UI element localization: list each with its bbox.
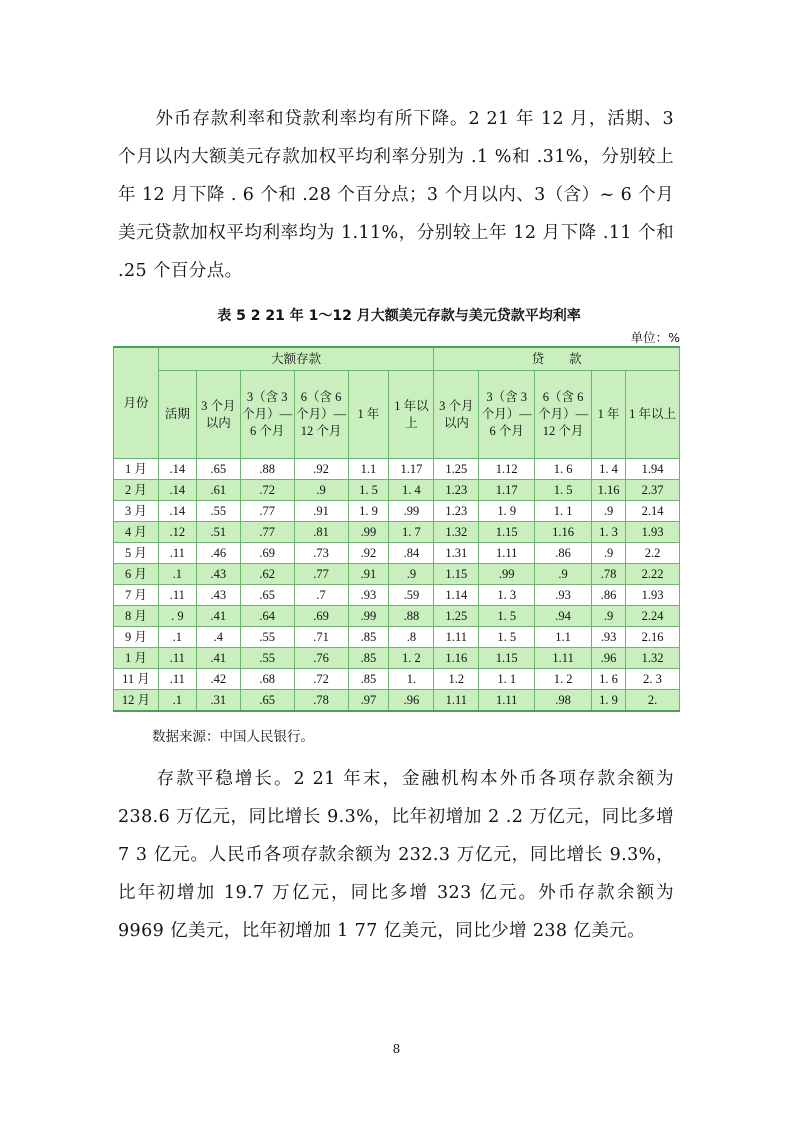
rate-cell: . 9	[158, 606, 196, 627]
rate-cell: .84	[389, 543, 434, 564]
rate-cell: .96	[389, 690, 434, 712]
rate-cell: 1. 6	[592, 669, 626, 690]
rate-cell: 1. 9	[592, 690, 626, 712]
rate-cell: .73	[294, 543, 348, 564]
rate-cell: 1.93	[626, 585, 680, 606]
rate-cell: .88	[389, 606, 434, 627]
rate-cell: 1. 4	[389, 480, 434, 501]
month-cell: 2 月	[114, 480, 159, 501]
rate-cell: 1. 3	[592, 522, 626, 543]
rate-cell: .11	[158, 585, 196, 606]
rate-cell: .41	[196, 606, 240, 627]
rate-cell: .51	[196, 522, 240, 543]
rate-cell: .78	[294, 690, 348, 712]
paragraph-fx-rates-text: 外币存款利率和贷款利率均有所下降。2 21 年 12 月，活期、3 个月以内大额美元存款加权平均利率分别为 .1 %和 .31%，分别较上年 12 月下降 . 6 个和 .28 个百分点；3 个月以内、3（含）~ 6 个月美元贷款加权平均利率均为 1.11%，分别较上年 12 月下降 .11 个和 .25 个百分点。	[118, 109, 674, 281]
rate-cell: 1.32	[626, 648, 680, 669]
rate-cell: 2.22	[626, 564, 680, 585]
rate-cell: .14	[158, 459, 196, 480]
page-number: 8	[392, 1042, 401, 1056]
rate-cell: .86	[592, 585, 626, 606]
rate-cell: .11	[158, 669, 196, 690]
rate-cell: .71	[294, 627, 348, 648]
rate-cell: .62	[240, 564, 294, 585]
paragraph-deposits	[118, 760, 674, 950]
month-header: 月份	[114, 347, 159, 459]
loan-column-header: 1 年以上	[626, 371, 680, 459]
rate-cell: 1. 3	[479, 585, 535, 606]
data-source: 数据来源：中国人民银行。	[152, 729, 314, 745]
rate-cell: .99	[348, 522, 389, 543]
rate-cell: .99	[389, 501, 434, 522]
rate-cell: .65	[240, 690, 294, 712]
rate-cell: .1	[158, 564, 196, 585]
table-row	[114, 690, 680, 712]
rate-cell: .92	[294, 459, 348, 480]
rate-cell: 2.16	[626, 627, 680, 648]
month-cell: 1 月	[114, 648, 159, 669]
rate-cell: .9	[592, 501, 626, 522]
table-row	[114, 648, 680, 669]
rate-cell: .9	[592, 606, 626, 627]
rate-cell: .55	[240, 627, 294, 648]
table-row	[114, 669, 680, 690]
rate-cell: .69	[240, 543, 294, 564]
rate-cell: .77	[240, 501, 294, 522]
month-cell: 12 月	[114, 690, 159, 712]
rate-cell: 1.11	[434, 690, 479, 712]
rate-cell: 2.2	[626, 543, 680, 564]
month-cell: 1 月	[114, 459, 159, 480]
loan-column-header: 1 年	[592, 371, 626, 459]
rate-cell: .59	[389, 585, 434, 606]
deposit-column-header: 1 年以上	[389, 371, 434, 459]
rate-cell: .42	[196, 669, 240, 690]
loan-group-header: 贷 款	[434, 347, 680, 371]
loan-column-header: 6（含 6 个月）—12 个月	[535, 371, 592, 459]
rate-cell: .85	[348, 648, 389, 669]
table-row	[114, 480, 680, 501]
deposit-group-header: 大额存款	[158, 347, 433, 371]
rate-cell: 1. 9	[348, 501, 389, 522]
rate-cell: 1.15	[434, 564, 479, 585]
rate-cell: 1. 9	[479, 501, 535, 522]
rate-cell: 1.17	[389, 459, 434, 480]
rate-cell: .11	[158, 543, 196, 564]
rate-cell: .55	[240, 648, 294, 669]
rate-cell: .46	[196, 543, 240, 564]
rate-cell: 1.16	[434, 648, 479, 669]
month-cell: 5 月	[114, 543, 159, 564]
rate-cell: .4	[196, 627, 240, 648]
rate-cell: .92	[348, 543, 389, 564]
month-cell: 4 月	[114, 522, 159, 543]
rate-cell: .55	[196, 501, 240, 522]
month-cell: 11 月	[114, 669, 159, 690]
rate-cell: .14	[158, 480, 196, 501]
rate-cell: 1.11	[479, 543, 535, 564]
rate-cell: 1.16	[535, 522, 592, 543]
rate-cell: .91	[348, 564, 389, 585]
loan-column-header: 3（含 3 个月）—6 个月	[479, 371, 535, 459]
deposit-column-header: 1 年	[348, 371, 389, 459]
table-row	[114, 606, 680, 627]
rate-cell: .85	[348, 627, 389, 648]
table-row	[114, 564, 680, 585]
rate-cell: 1. 5	[479, 627, 535, 648]
rate-cell: .93	[592, 627, 626, 648]
rate-cell: .65	[196, 459, 240, 480]
rate-cell: .1	[158, 627, 196, 648]
rate-cell: .81	[294, 522, 348, 543]
rate-cell: 1.23	[434, 501, 479, 522]
rate-cell: 1.2	[434, 669, 479, 690]
rate-cell: .72	[240, 480, 294, 501]
month-cell: 8 月	[114, 606, 159, 627]
rate-cell: 1.11	[434, 627, 479, 648]
rate-cell: .94	[535, 606, 592, 627]
table-row	[114, 585, 680, 606]
loan-column-header: 3 个月以内	[434, 371, 479, 459]
rate-cell: 1. 2	[389, 648, 434, 669]
rate-cell: .98	[535, 690, 592, 712]
rate-cell: .43	[196, 564, 240, 585]
rate-cell: .65	[240, 585, 294, 606]
rate-cell: .93	[348, 585, 389, 606]
rate-cell: 1. 7	[389, 522, 434, 543]
rate-cell: 2.24	[626, 606, 680, 627]
rate-cell: .11	[158, 648, 196, 669]
table-row	[114, 501, 680, 522]
rate-cell: .9	[389, 564, 434, 585]
rate-cell: .85	[348, 669, 389, 690]
rate-cell: .64	[240, 606, 294, 627]
deposit-column-header: 3 个月以内	[196, 371, 240, 459]
rate-cell: 1.1	[348, 459, 389, 480]
rates-table	[113, 346, 680, 712]
rate-cell: .14	[158, 501, 196, 522]
rate-cell: 1. 5	[348, 480, 389, 501]
rate-cell: 1.15	[479, 648, 535, 669]
rate-cell: .69	[294, 606, 348, 627]
rate-cell: 1.25	[434, 459, 479, 480]
rate-cell: .68	[240, 669, 294, 690]
rate-cell: 2.37	[626, 480, 680, 501]
rate-cell: .96	[592, 648, 626, 669]
paragraph-fx-rates	[118, 100, 674, 290]
rate-cell: .9	[294, 480, 348, 501]
rate-cell: .61	[196, 480, 240, 501]
rate-cell: .9	[592, 543, 626, 564]
rate-cell: .76	[294, 648, 348, 669]
rate-cell: .88	[240, 459, 294, 480]
rate-cell: 1. 6	[535, 459, 592, 480]
table-title: 表 5 2 21 年 1～12 月大额美元存款与美元贷款平均利率	[217, 308, 581, 324]
rate-cell: .99	[479, 564, 535, 585]
rate-cell: .12	[158, 522, 196, 543]
rate-cell: 1.16	[592, 480, 626, 501]
rate-cell: 1.1	[535, 627, 592, 648]
rate-cell: 1.15	[479, 522, 535, 543]
month-cell: 6 月	[114, 564, 159, 585]
rate-cell: 1.94	[626, 459, 680, 480]
rate-cell: .43	[196, 585, 240, 606]
table-row	[114, 627, 680, 648]
rate-cell: 1.31	[434, 543, 479, 564]
rate-cell: .31	[196, 690, 240, 712]
rate-cell: 1. 1	[535, 501, 592, 522]
rate-cell: .86	[535, 543, 592, 564]
rate-cell: 2. 3	[626, 669, 680, 690]
rate-cell: .9	[535, 564, 592, 585]
rate-cell: 1. 5	[535, 480, 592, 501]
table-row	[114, 543, 680, 564]
rate-cell: .72	[294, 669, 348, 690]
table-row	[114, 459, 680, 480]
month-cell: 7 月	[114, 585, 159, 606]
month-cell: 3 月	[114, 501, 159, 522]
rate-cell: 1.32	[434, 522, 479, 543]
table-row	[114, 522, 680, 543]
rate-cell: .41	[196, 648, 240, 669]
rate-cell: .77	[294, 564, 348, 585]
rate-cell: 1.93	[626, 522, 680, 543]
rate-cell: 1. 1	[479, 669, 535, 690]
month-cell: 9 月	[114, 627, 159, 648]
rate-cell: 1.25	[434, 606, 479, 627]
rate-cell: 1.14	[434, 585, 479, 606]
rate-cell: 1. 4	[592, 459, 626, 480]
rate-cell: 1.	[389, 669, 434, 690]
rate-cell: .97	[348, 690, 389, 712]
rate-cell: 1.11	[479, 690, 535, 712]
paragraph-deposits-text: 存款平稳增长。2 21 年末，金融机构本外币各项存款余额为 238.6 万亿元，同比增长 9.3%，比年初增加 2 .2 万亿元，同比多增 7 3 亿元。人民币各项存款余额为 232.3 万亿元，同比增长 9.3%，比年初增加 19.7 万亿元，同比多增 323 亿元。外币存款余额为 9969 亿美元，比年初增加 1 77 亿美元，同比少增 238 亿美元。	[118, 769, 674, 941]
deposit-column-header: 活期	[158, 371, 196, 459]
rate-cell: 2.	[626, 690, 680, 712]
rate-cell: .1	[158, 690, 196, 712]
rate-cell: 1.11	[535, 648, 592, 669]
rate-cell: .99	[348, 606, 389, 627]
rate-cell: 1.23	[434, 480, 479, 501]
rate-cell: .78	[592, 564, 626, 585]
rate-cell: 1.12	[479, 459, 535, 480]
deposit-column-header: 6（含 6 个月）—12 个月	[294, 371, 348, 459]
rate-cell: 1. 5	[479, 606, 535, 627]
rate-cell: 1.17	[479, 480, 535, 501]
rate-cell: .77	[240, 522, 294, 543]
rate-cell: 2.14	[626, 501, 680, 522]
table-unit: 单位：%	[630, 330, 680, 345]
rate-cell: .7	[294, 585, 348, 606]
rate-cell: .93	[535, 585, 592, 606]
deposit-column-header: 3（含 3 个月）—6 个月	[240, 371, 294, 459]
rate-cell: .8	[389, 627, 434, 648]
rate-cell: 1. 2	[535, 669, 592, 690]
rate-cell: .91	[294, 501, 348, 522]
